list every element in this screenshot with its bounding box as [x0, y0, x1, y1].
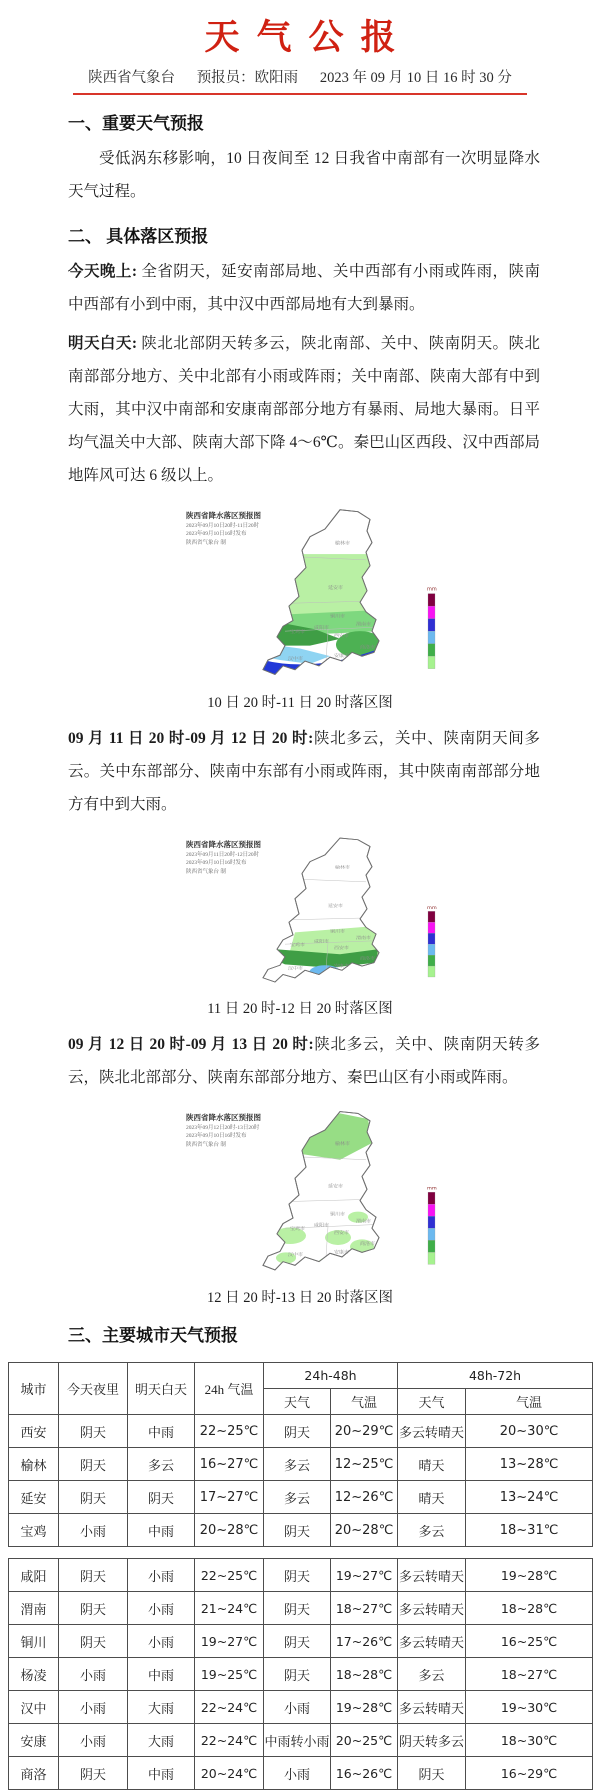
city-name: 商洛: [9, 1757, 59, 1790]
city-label: 延安市: [328, 904, 343, 909]
city-label: 铜川市: [330, 929, 345, 935]
table-row: [9, 1724, 593, 1757]
city-label: 西安市: [334, 946, 349, 952]
period-2-text: 陕北多云，关中、陕南阴天间多云。关中东部部分、陕南中东部有小雨或阵雨，其中陕南南部部分地方有中到大雨。: [68, 730, 540, 813]
city-name: 宝鸡: [9, 1514, 59, 1547]
map-producer: 陕西省气象台 制: [186, 539, 226, 546]
table-row: [9, 1415, 593, 1448]
map-period: 2023年09月10日20时-11日20时: [186, 522, 260, 529]
temp-2448: 12~26℃: [331, 1481, 398, 1514]
temp-24h: 21~24℃: [195, 1592, 264, 1625]
tonight-label: 今天晚上:: [68, 263, 138, 280]
weather-tonight: 小雨: [59, 1514, 128, 1547]
weather-2448: 阴天: [264, 1514, 331, 1547]
precip-legend: [427, 1186, 437, 1264]
section-1-paragraph: 受低涡东移影响，10 日夜间至 12 日我省中南部有一次明显降水天气过程。: [68, 150, 540, 200]
city-name: 咸阳: [9, 1559, 59, 1592]
shaanxi-map-svg-2: [130, 833, 470, 993]
weather-4872: 晴天: [398, 1481, 466, 1514]
city-name: 安康: [9, 1724, 59, 1757]
weather-tonight: 阴天: [59, 1592, 128, 1625]
city-label: 渭南市: [356, 621, 371, 628]
city-label: 商洛市: [360, 1242, 375, 1247]
document-body: [68, 109, 540, 492]
col-header-weather-2448: 天气: [264, 1389, 331, 1415]
section-3-heading: 三、主要城市天气预报: [68, 1326, 238, 1345]
city-label: 榆林市: [335, 1142, 350, 1147]
period-3-block: [68, 1028, 540, 1094]
city-label: 渭南市: [356, 936, 371, 941]
issuer-line-wrap: [0, 66, 600, 95]
weather-tonight: 阴天: [59, 1757, 128, 1790]
station-name: 陕西省气象台: [88, 70, 176, 86]
temp-24h: 22~25℃: [195, 1415, 264, 1448]
temp-24h: 16~27℃: [195, 1448, 264, 1481]
table-header-row-1: [9, 1363, 593, 1389]
map-title: 陕西省降水落区预报图: [186, 511, 261, 520]
shaanxi-map-svg-3: [130, 1106, 470, 1282]
period-3-label: 09 月 12 日 20 时-09 月 13 日 20 时:: [68, 1036, 314, 1053]
map-issued: 2023年09月10日16时发布: [186, 860, 247, 867]
city-label: 安康市: [334, 964, 349, 969]
weather-tomorrow: 中雨: [128, 1514, 195, 1547]
forecaster-name: 预报员：欧阳雨: [196, 70, 299, 86]
city-label: 安康市: [334, 653, 349, 660]
weather-2448: 多云: [264, 1481, 331, 1514]
temp-24h: 20~24℃: [195, 1757, 264, 1790]
temp-2448: 20~28℃: [331, 1514, 398, 1547]
temp-4872: 20~30℃: [466, 1415, 593, 1448]
temp-2448: 19~27℃: [331, 1559, 398, 1592]
map-issued: 2023年09月10日16时发布: [186, 531, 247, 538]
city-name: 渭南: [9, 1592, 59, 1625]
table-row: [9, 1691, 593, 1724]
weather-tomorrow: 大雨: [128, 1691, 195, 1724]
col-header-temp-4872: 气温: [466, 1389, 593, 1415]
period-2-label: 09 月 11 日 20 时-09 月 12 日 20 时:: [68, 730, 314, 747]
col-header-tomorrow: 明天白天: [128, 1363, 195, 1415]
weather-2448: 阴天: [264, 1559, 331, 1592]
temp-4872: 13~24℃: [466, 1481, 593, 1514]
weather-tomorrow: 阴天: [128, 1481, 195, 1514]
precip-map-3: [130, 1106, 470, 1282]
city-label: 西安市: [334, 632, 349, 639]
city-label: 汉中市: [288, 1253, 303, 1258]
temp-24h: 17~27℃: [195, 1481, 264, 1514]
weather-tomorrow: 小雨: [128, 1559, 195, 1592]
precip-legend: [427, 587, 437, 669]
temp-24h: 19~27℃: [195, 1625, 264, 1658]
city-label: 宝鸡市: [290, 943, 305, 948]
weather-tomorrow: 小雨: [128, 1592, 195, 1625]
table-row: [9, 1559, 593, 1592]
tonight-text: 全省阴天，延安南部局地、关中西部有小雨或阵雨，陕南中西部有小到中雨，其中汉中西部局地有大到暴雨。: [68, 263, 540, 313]
city-weather-table-2: [8, 1558, 593, 1790]
city-weather-table-1: [8, 1362, 593, 1547]
city-label: 宝鸡市: [290, 629, 305, 636]
city-label: 铜川市: [330, 613, 345, 620]
weather-4872: 阴天转多云: [398, 1724, 466, 1757]
map-issued: 2023年09月10日16时发布: [186, 1133, 247, 1140]
weather-4872: 多云转晴天: [398, 1559, 466, 1592]
city-name: 杨凌: [9, 1658, 59, 1691]
precip-map-2: [130, 833, 470, 993]
weather-tonight: 阴天: [59, 1559, 128, 1592]
weather-2448: 阴天: [264, 1592, 331, 1625]
weather-2448: 多云: [264, 1448, 331, 1481]
weather-2448: 小雨: [264, 1691, 331, 1724]
issuer-line: [73, 66, 527, 95]
map-producer: 陕西省气象台 制: [186, 868, 226, 875]
temp-2448: 18~28℃: [331, 1658, 398, 1691]
section-1-heading: 一、重要天气预报: [68, 114, 204, 133]
table-row: [9, 1592, 593, 1625]
temp-4872: 16~29℃: [466, 1757, 593, 1790]
city-name: 榆林: [9, 1448, 59, 1481]
col-header-city: 城市: [9, 1363, 59, 1415]
map-1-header: [186, 510, 261, 547]
map-3-caption: 12 日 20 时-13 日 20 时落区图: [206, 1290, 394, 1306]
temp-2448: 18~27℃: [331, 1592, 398, 1625]
weather-bulletin-document: [0, 10, 600, 1790]
col-header-temp24: 24h 气温: [195, 1363, 264, 1415]
table-row: [9, 1757, 593, 1790]
temp-4872: 18~31℃: [466, 1514, 593, 1547]
city-label: 铜川市: [330, 1212, 345, 1218]
map-2-caption: 11 日 20 时-12 日 20 时落区图: [207, 1001, 393, 1017]
legend-unit-label: mm: [426, 906, 437, 911]
weather-tomorrow: 中雨: [128, 1757, 195, 1790]
city-label: 商洛市: [360, 956, 375, 962]
weather-tomorrow: 小雨: [128, 1625, 195, 1658]
weather-tonight: 阴天: [59, 1415, 128, 1448]
period-3-text: 陕北多云，关中、陕南阴天转多云，陕北北部部分、陕南东部部分地方、秦巴山区有小雨或阵雨。: [68, 1036, 540, 1086]
col-header-weather-4872: 天气: [398, 1389, 466, 1415]
weather-2448: 阴天: [264, 1415, 331, 1448]
legend-unit-label: mm: [427, 586, 437, 593]
weather-4872: 多云: [398, 1658, 466, 1691]
map-3-header: [186, 1112, 261, 1149]
city-label: 汉中市: [288, 966, 303, 972]
weather-4872: 多云转晴天: [398, 1415, 466, 1448]
period-2-paragraph: [68, 722, 540, 821]
section-3-block: [68, 1321, 540, 1346]
temp-2448: 19~28℃: [331, 1691, 398, 1724]
section-2-heading: 二、 具体落区预报: [68, 227, 209, 246]
city-label: 咸阳市: [314, 1223, 329, 1229]
weather-tonight: 阴天: [59, 1481, 128, 1514]
map-producer: 陕西省气象台 制: [186, 1141, 226, 1148]
city-name: 西安: [9, 1415, 59, 1448]
weather-2448: 阴天: [264, 1625, 331, 1658]
precip-map-1: [130, 504, 470, 687]
issue-datetime: 2023 年 09 月 10 日 16 时 30 分: [319, 70, 512, 86]
temp-24h: 19~25℃: [195, 1658, 264, 1691]
col-group-24h-48h: 24h-48h: [264, 1363, 398, 1389]
temp-24h: 22~25℃: [195, 1559, 264, 1592]
city-label: 商洛市: [360, 644, 375, 651]
tomorrow-text: 陕北北部阴天转多云，陕北南部、关中、陕南阴天。陕北南部部分地方、关中北部有小雨或阵雨；关中南部、陕南大部有中到大雨，其中汉中南部和安康南部部分地方有暴雨、局地大暴雨。日平均气温关中大部、陕南大部下降 4～6℃。秦巴山区西段、汉中西部局地阵风可达 6 级以上。: [68, 335, 540, 484]
table-row: [9, 1514, 593, 1547]
legend-unit-label: mm: [427, 1186, 437, 1192]
table-row: [9, 1625, 593, 1658]
temp-4872: 13~28℃: [466, 1448, 593, 1481]
col-group-48h-72h: 48h-72h: [398, 1363, 593, 1389]
weather-4872: 多云转晴天: [398, 1691, 466, 1724]
weather-2448: 中雨转小雨: [264, 1724, 331, 1757]
weather-tonight: 小雨: [59, 1724, 128, 1757]
city-name: 铜川: [9, 1625, 59, 1658]
city-label: 咸阳市: [314, 625, 329, 632]
temp-4872: 18~27℃: [466, 1658, 593, 1691]
city-label: 宝鸡市: [290, 1227, 305, 1233]
temp-4872: 19~30℃: [466, 1691, 593, 1724]
period-2-block: [68, 722, 540, 821]
map-1-caption: 10 日 20 时-11 日 20 时落区图: [207, 695, 393, 711]
city-label: 安康市: [334, 1250, 349, 1256]
weather-4872: 晴天: [398, 1448, 466, 1481]
weather-4872: 多云转晴天: [398, 1592, 466, 1625]
temp-2448: 20~25℃: [331, 1724, 398, 1757]
map-title: 陕西省降水落区预报图: [186, 1113, 261, 1122]
city-name: 汉中: [9, 1691, 59, 1724]
map-title: 陕西省降水落区预报图: [186, 840, 261, 849]
weather-tonight: 小雨: [59, 1691, 128, 1724]
period-3-paragraph: [68, 1028, 540, 1094]
col-header-tonight: 今天夜里: [59, 1363, 128, 1415]
city-forecast-tables: [8, 1362, 592, 1790]
temp-2448: 12~25℃: [331, 1448, 398, 1481]
weather-4872: 阴天: [398, 1757, 466, 1790]
city-label: 榆林市: [335, 865, 350, 871]
city-label: 汉中市: [288, 656, 303, 662]
weather-tomorrow: 中雨: [128, 1658, 195, 1691]
city-label: 延安市: [328, 1184, 343, 1190]
temp-24h: 22~24℃: [195, 1724, 264, 1757]
weather-tomorrow: 中雨: [128, 1415, 195, 1448]
shaanxi-map-svg-1: [130, 504, 470, 687]
temp-2448: 20~29℃: [331, 1415, 398, 1448]
map-period: 2023年09月11日20时-12日20时: [186, 851, 260, 858]
weather-2448: 阴天: [264, 1658, 331, 1691]
city-label: 渭南市: [356, 1219, 371, 1225]
temp-2448: 16~26℃: [331, 1757, 398, 1790]
table-gap: [8, 1547, 592, 1558]
temp-24h: 22~24℃: [195, 1691, 264, 1724]
weather-4872: 多云转晴天: [398, 1625, 466, 1658]
temp-4872: 18~30℃: [466, 1724, 593, 1757]
page-title: 天气公报: [204, 18, 413, 57]
weather-tonight: 阴天: [59, 1448, 128, 1481]
weather-tomorrow: 多云: [128, 1448, 195, 1481]
city-label: 西安市: [334, 1230, 349, 1236]
weather-tomorrow: 大雨: [128, 1724, 195, 1757]
map-period: 2023年09月12日20时-13日20时: [186, 1124, 260, 1131]
temp-24h: 20~28℃: [195, 1514, 264, 1547]
tomorrow-paragraph: [68, 327, 540, 492]
weather-4872: 多云: [398, 1514, 466, 1547]
temp-4872: 19~28℃: [466, 1559, 593, 1592]
city-label: 咸阳市: [314, 939, 329, 945]
tonight-paragraph: [68, 255, 540, 321]
temp-4872: 16~25℃: [466, 1625, 593, 1658]
table-row: [9, 1448, 593, 1481]
city-label: 榆林市: [335, 540, 350, 547]
table-row: [9, 1481, 593, 1514]
city-label: 延安市: [328, 584, 343, 591]
weather-2448: 小雨: [264, 1757, 331, 1790]
col-header-temp-2448: 气温: [331, 1389, 398, 1415]
tomorrow-label: 明天白天:: [68, 335, 138, 352]
weather-tonight: 阴天: [59, 1625, 128, 1658]
temp-4872: 18~28℃: [466, 1592, 593, 1625]
city-name: 延安: [9, 1481, 59, 1514]
map-2-header: [186, 839, 261, 876]
temp-2448: 17~26℃: [331, 1625, 398, 1658]
table-row: [9, 1658, 593, 1691]
precip-legend: [427, 906, 437, 977]
weather-tonight: 小雨: [59, 1658, 128, 1691]
